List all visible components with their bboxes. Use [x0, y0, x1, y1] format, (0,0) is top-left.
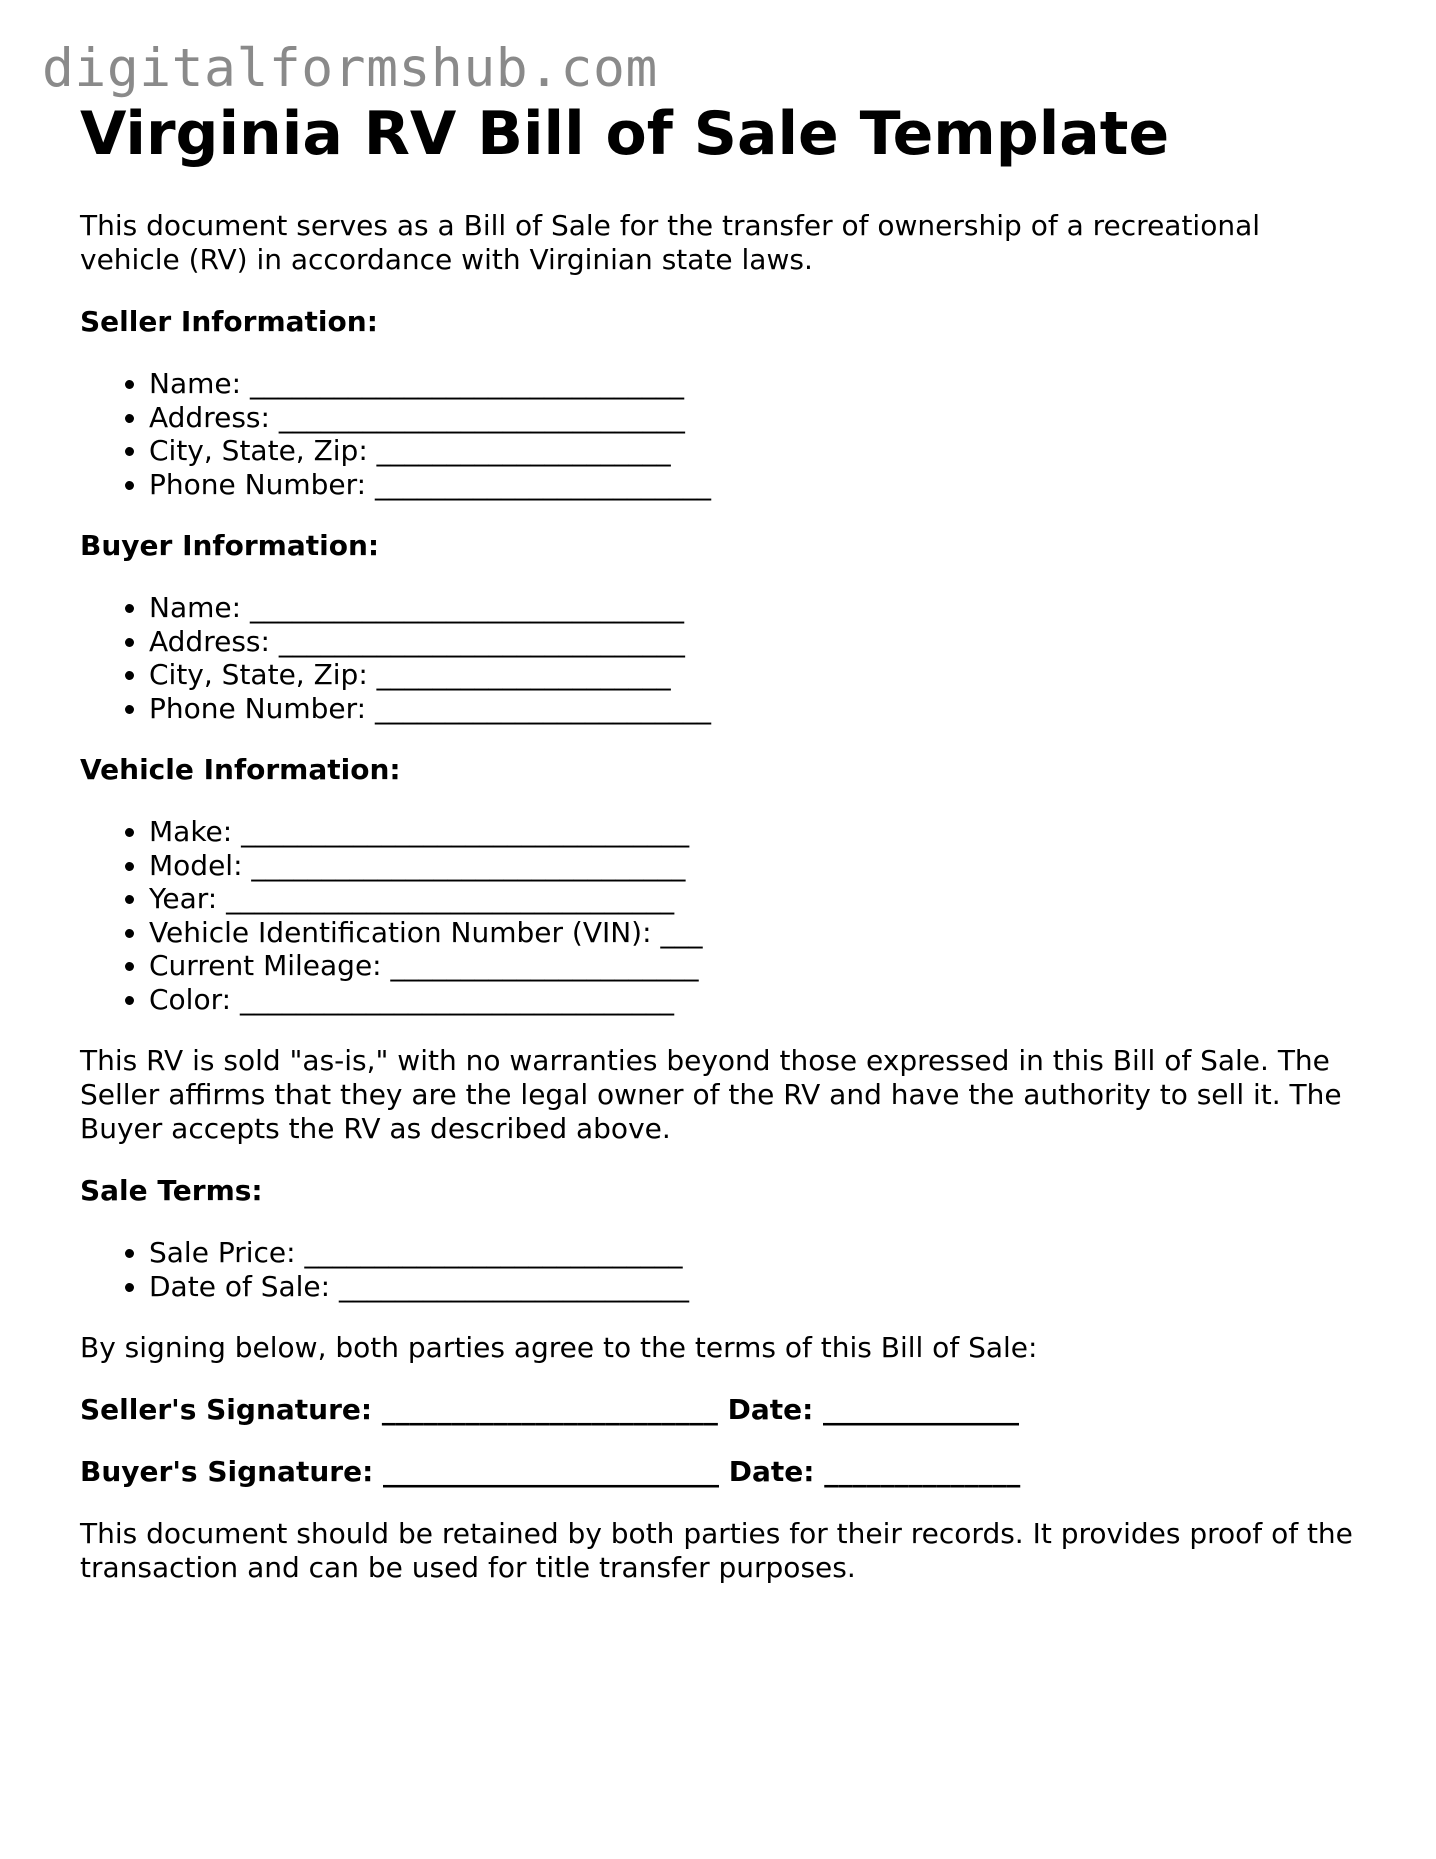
sale-terms-heading: Sale Terms:	[80, 1174, 263, 1207]
seller-address-field: • Address: _____________________________	[149, 401, 1360, 435]
vehicle-vin-field: • Vehicle Identification Number (VIN): ___	[149, 916, 1360, 950]
vehicle-model-field: • Model: _______________________________	[149, 849, 1360, 883]
sale-terms-list	[80, 1236, 1360, 1303]
buyer-signature-line: Buyer's Signature: ________________________ Date: ______________	[80, 1455, 1021, 1488]
agreement-paragraph: By signing below, both parties agree to the terms of this Bill of Sale:	[80, 1331, 1038, 1364]
seller-name-field: • Name: _______________________________	[149, 367, 1360, 401]
buyer-section-heading: Buyer Information:	[80, 529, 380, 562]
vehicle-fields-list	[80, 815, 1360, 1016]
watermark: digitalformshub.com	[42, 38, 658, 99]
buyer-address-field: • Address: _____________________________	[149, 625, 1360, 659]
vehicle-year-field: • Year: ________________________________	[149, 882, 1360, 916]
seller-section-heading: Seller Information:	[80, 305, 378, 338]
document-page	[80, 100, 1360, 1585]
vehicle-mileage-field: • Current Mileage: ______________________	[149, 949, 1360, 983]
seller-signature-line: Seller's Signature: ________________________ Date: ______________	[80, 1393, 1020, 1426]
buyer-phone-field: • Phone Number: ________________________	[149, 692, 1360, 726]
vehicle-color-field: • Color: _______________________________	[149, 983, 1360, 1017]
page-title: Virginia RV Bill of Sale Template	[80, 99, 1170, 169]
buyer-fields-list	[80, 591, 1360, 725]
seller-fields-list	[80, 367, 1360, 501]
buyer-name-field: • Name: _______________________________	[149, 591, 1360, 625]
seller-city-state-zip-field: • City, State, Zip: _____________________	[149, 434, 1360, 468]
vehicle-make-field: • Make: ________________________________	[149, 815, 1360, 849]
buyer-city-state-zip-field: • City, State, Zip: _____________________	[149, 658, 1360, 692]
closing-paragraph: This document should be retained by both parties for their records. It provides proof of the transaction and can be used for title transfer purposes.	[80, 1517, 1353, 1584]
date-of-sale-field: • Date of Sale: _________________________	[149, 1270, 1360, 1304]
intro-paragraph: This document serves as a Bill of Sale for the transfer of ownership of a recreational vehicle (RV) in accordance with Virginian state laws.	[80, 209, 1261, 276]
as-is-paragraph: This RV is sold "as-is," with no warranties beyond those expressed in this Bill of Sale. The Seller affirms that they are the legal owner of the RV and have the authority to sell it. The Buyer accepts the RV as described above.	[80, 1044, 1342, 1145]
seller-phone-field: • Phone Number: ________________________	[149, 468, 1360, 502]
sale-price-field: • Sale Price: ___________________________	[149, 1236, 1360, 1270]
vehicle-section-heading: Vehicle Information:	[80, 753, 401, 786]
